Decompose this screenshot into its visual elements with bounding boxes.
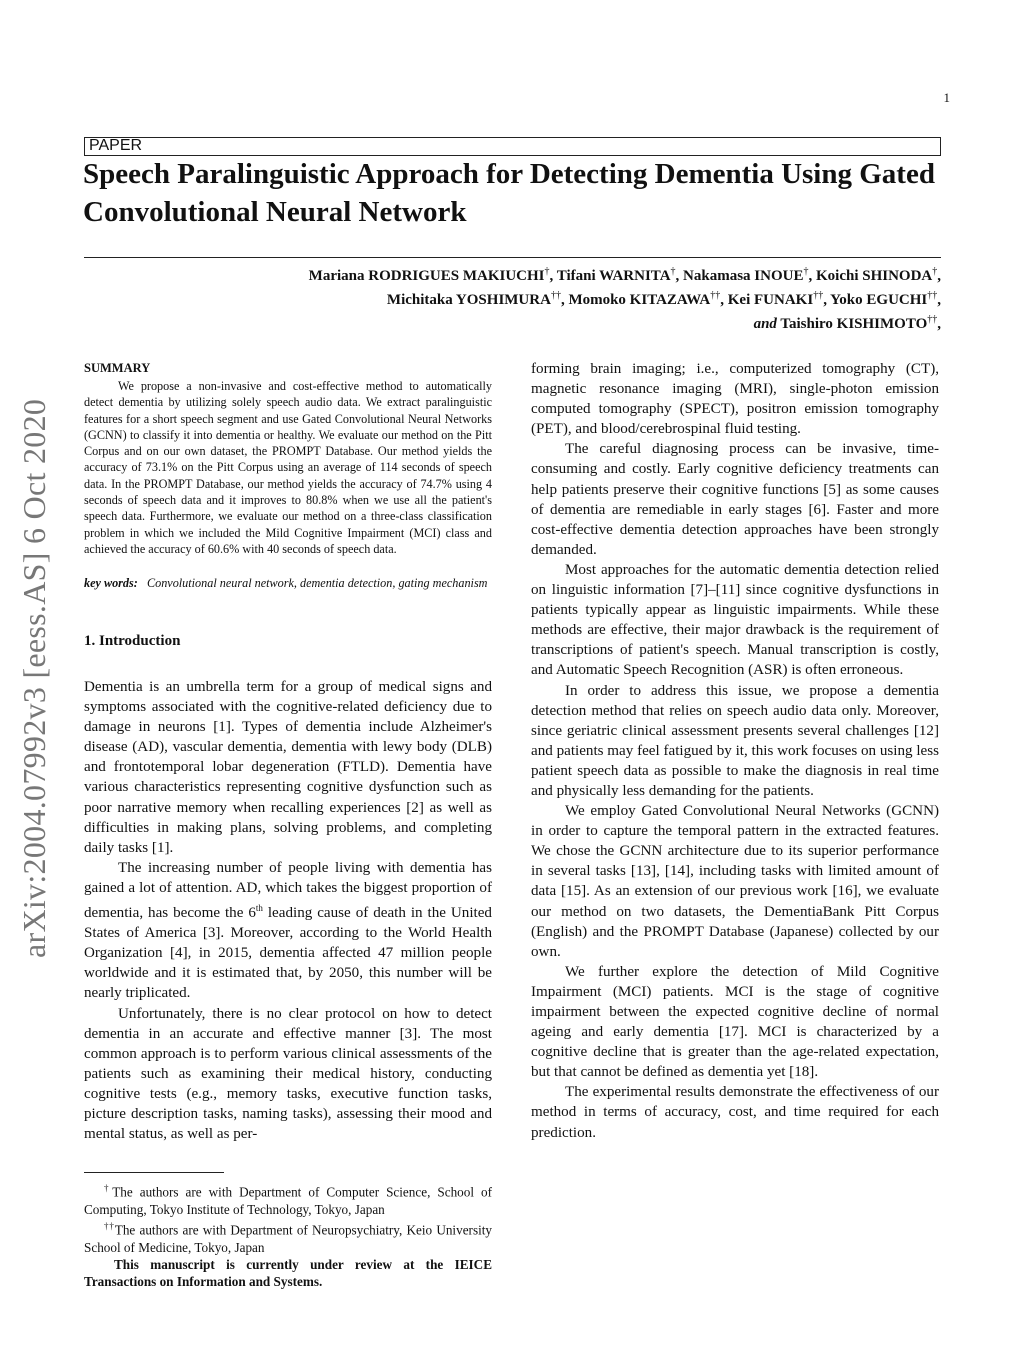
affiliation-mark: †† [927, 290, 938, 301]
author-separator: , [937, 292, 941, 308]
page-number: 1 [943, 90, 950, 105]
paragraph-text: The increasing number of people living with dementia has gained a lot of attention. AD, which takes the biggest proportion of dementia, has become the 6 [84, 859, 492, 922]
author-line-2 [150, 286, 941, 310]
review-note: This manuscript is currently under review at the IEICE Transactions on Information and Systems. [84, 1256, 492, 1290]
affiliation-mark: † [932, 266, 938, 277]
ordinal-superscript: th [255, 903, 263, 914]
keywords-label: key words: [84, 576, 138, 590]
author-separator: , [937, 268, 941, 284]
body-paragraph: We further explore the detection of Mild Cognitive Impairment (MCI) patients. MCI is the stage of cognitive impairment between the expected cognitive decline of normal ageing and early dementia [17]. MCI is characterized by a cognitive decline that is greater than the age-related expectation, but that cannot be defined as dementia yet [18]. [531, 963, 939, 1081]
author-line-3 [150, 310, 941, 334]
keywords-text: Convolutional neural network, dementia detection, gating mechanism [146, 576, 488, 590]
paper-label-box [84, 137, 941, 156]
title-rule [84, 257, 941, 258]
author-name: Tifani WARNITA [556, 268, 671, 284]
arxiv-identifier[interactable]: arXiv:2004.07992v3 [eess.AS] 6 Oct 2020 [16, 398, 52, 958]
abstract-text: We propose a non-invasive and cost-effective method to automatically detect dementia by utilizing solely speech audio data. We extract paralinguistic features for a short speech segment and use Gated Convolutional Neural Networks (GCNN) to classify it into dementia or healthy. We evaluate our method on the Pitt Corpus and on our own dataset, the PROMPT Database. Our method yields the accuracy of 73.1% on the Pitt Corpus using an average of 114 seconds of speech data. In the PROMPT Database, our method yields the accuracy of 74.7% using 4 seconds of speech data and it improves to 80.8% when we use all the patient's speech data. Furthermore, we evaluate our method on a three-class classification problem in which we included the Mild Cognitive Impairment (MCI) class and achieved the accuracy of 60.6% with 40 seconds of speech data. [84, 379, 492, 556]
footnote-mark: † [104, 1183, 113, 1193]
author-separator: , [675, 268, 684, 284]
affiliation-mark: †† [710, 290, 721, 301]
author-separator: , [937, 316, 941, 332]
author-separator: , [823, 292, 831, 308]
author-name: Nakamasa INOUE [683, 268, 804, 284]
footnote-2 [84, 1218, 492, 1256]
body-paragraph: The careful diagnosing process can be invasive, time-consuming and costly. Early cognitive deficiency treatments can help patients preserve their cognitive functions [5] as some causes of dementia are remediable in early stages [6]. Faster and more cost-effective dementia detection approaches have been strongly demanded. [531, 441, 939, 558]
author-name: Koichi SHINODA [815, 268, 933, 284]
author-separator: , [560, 292, 569, 308]
paper-title: Speech Paralinguistic Approach for Detecting Dementia Using Gated Convolutional Neural Network [83, 158, 935, 228]
author-line-1 [150, 262, 941, 286]
footnote-1 [84, 1180, 492, 1218]
footnote-rule [84, 1172, 224, 1173]
footnote-text: The authors are with Department of Neuropsychiatry, Keio University School of Medicine, Tokyo, Japan [84, 1222, 492, 1255]
body-paragraph: The experimental results demonstrate the effectiveness of our method in terms of accuracy, cost, and time required for each prediction. [531, 1084, 939, 1141]
section-heading-introduction: 1. Introduction [84, 633, 181, 649]
author-separator: , [808, 268, 816, 284]
affiliation-mark: †† [927, 314, 938, 325]
footnote-text: The authors are with Department of Computer Science, School of Computing, Tokyo Institute of Technology, Tokyo, Japan [84, 1184, 493, 1217]
summary-heading: SUMMARY [84, 361, 151, 375]
author-and: and [753, 316, 777, 332]
author-name: Michitaka YOSHIMURA [386, 292, 551, 308]
body-paragraph: We employ Gated Convolutional Neural Networks (GCNN) in order to capture the temporal pattern in the extracted features. We chose the GCNN architecture due to its superior performance in several tasks [13], [14], including tasks with limited amount of data [15]. As an extension of our previous work [16], we evaluate our method on two datasets, the DementiaBank Pitt Corpus (English) and the PROMPT Database (Japanese) collected by our own. [531, 803, 939, 960]
footnote-mark: †† [104, 1220, 115, 1231]
affiliation-mark: † [803, 266, 809, 277]
keywords [84, 575, 492, 591]
body-paragraph: Most approaches for the automatic dementia detection relied on linguistic information [7]–[11] since cognitive dysfunctions in patients typically appear as linguistic impairments. While these methods are effective, their major drawback is the requirement of transcriptions of patient's speech. Manual transcription is costly, and Automatic Speech Recognition (ASR) is often erroneous. [531, 561, 939, 679]
affiliation-mark: † [544, 266, 550, 277]
summary-abstract [84, 378, 492, 557]
intro-left-column [84, 677, 492, 1144]
author-name: Momoko KITAZAWA [568, 292, 711, 308]
affiliation-mark: † [670, 266, 676, 277]
author-name: Yoko EGUCHI [830, 292, 928, 308]
footnotes [84, 1180, 492, 1291]
author-name: Kei FUNAKI [727, 292, 814, 308]
author-list [150, 262, 941, 334]
body-paragraph: Unfortunately, there is no clear protocol on how to detect dementia in an accurate and effective manner [3]. The most common approach is to perform various clinical assessments of the patients such as examining their medical history, conducting cognitive tests (e.g., memory tasks, executive function tasks, picture description tasks, naming tasks), assessing their mood and mental status, as well as per- [84, 1005, 492, 1143]
paper-label: PAPER [89, 137, 143, 154]
body-paragraph: In order to address this issue, we propose a dementia detection method that relies on speech audio data only. Moreover, since geriatric clinical assessment presents several challenges [12] and patients may feel fatigued by it, this work focuses on using less patient speech data as possible to make the diagnosis in real time and physically less demanding for the patients. [531, 682, 939, 799]
body-paragraph [84, 858, 492, 1004]
body-paragraph: Dementia is an umbrella term for a group of medical signs and symptoms associated with the cognitive-related deficiency due to damage in neurons [1]. Types of dementia include Alzheimer's disease (AD), vascular dementia, dementia with lewy body (DLB) and frontotemporal lobar degeneration (FTLD). Dementia have various characteristics representing cognitive dysfunction such as poor narrative memory when recalling experiences [2] as well as difficulties in making plans, solving problems, and completing daily tasks [1]. [84, 679, 492, 856]
body-paragraph: forming brain imaging; i.e., computerized tomography (CT), magnetic resonance imaging (MRI), single-photon emission computed tomography (SPECT), positron emission tomography (PET), and blood/cerebrospinal fluid testing. [531, 361, 939, 438]
intro-right-column [531, 359, 939, 1143]
paragraph-text: leading cause of death in the United States of America [3]. Moreover, according to the World Health Organization [4], in 2015, dementia affected 47 million people worldwide and it is estimated that, by 2050, this number will be nearly triplicated. [84, 905, 492, 1002]
author-separator: , [720, 292, 728, 308]
affiliation-mark: †† [550, 290, 561, 301]
author-name: Taishiro KISHIMOTO [780, 316, 928, 332]
author-separator: , [549, 268, 557, 284]
author-name: Mariana RODRIGUES MAKIUCHI [308, 268, 545, 284]
affiliation-mark: †† [813, 290, 824, 301]
